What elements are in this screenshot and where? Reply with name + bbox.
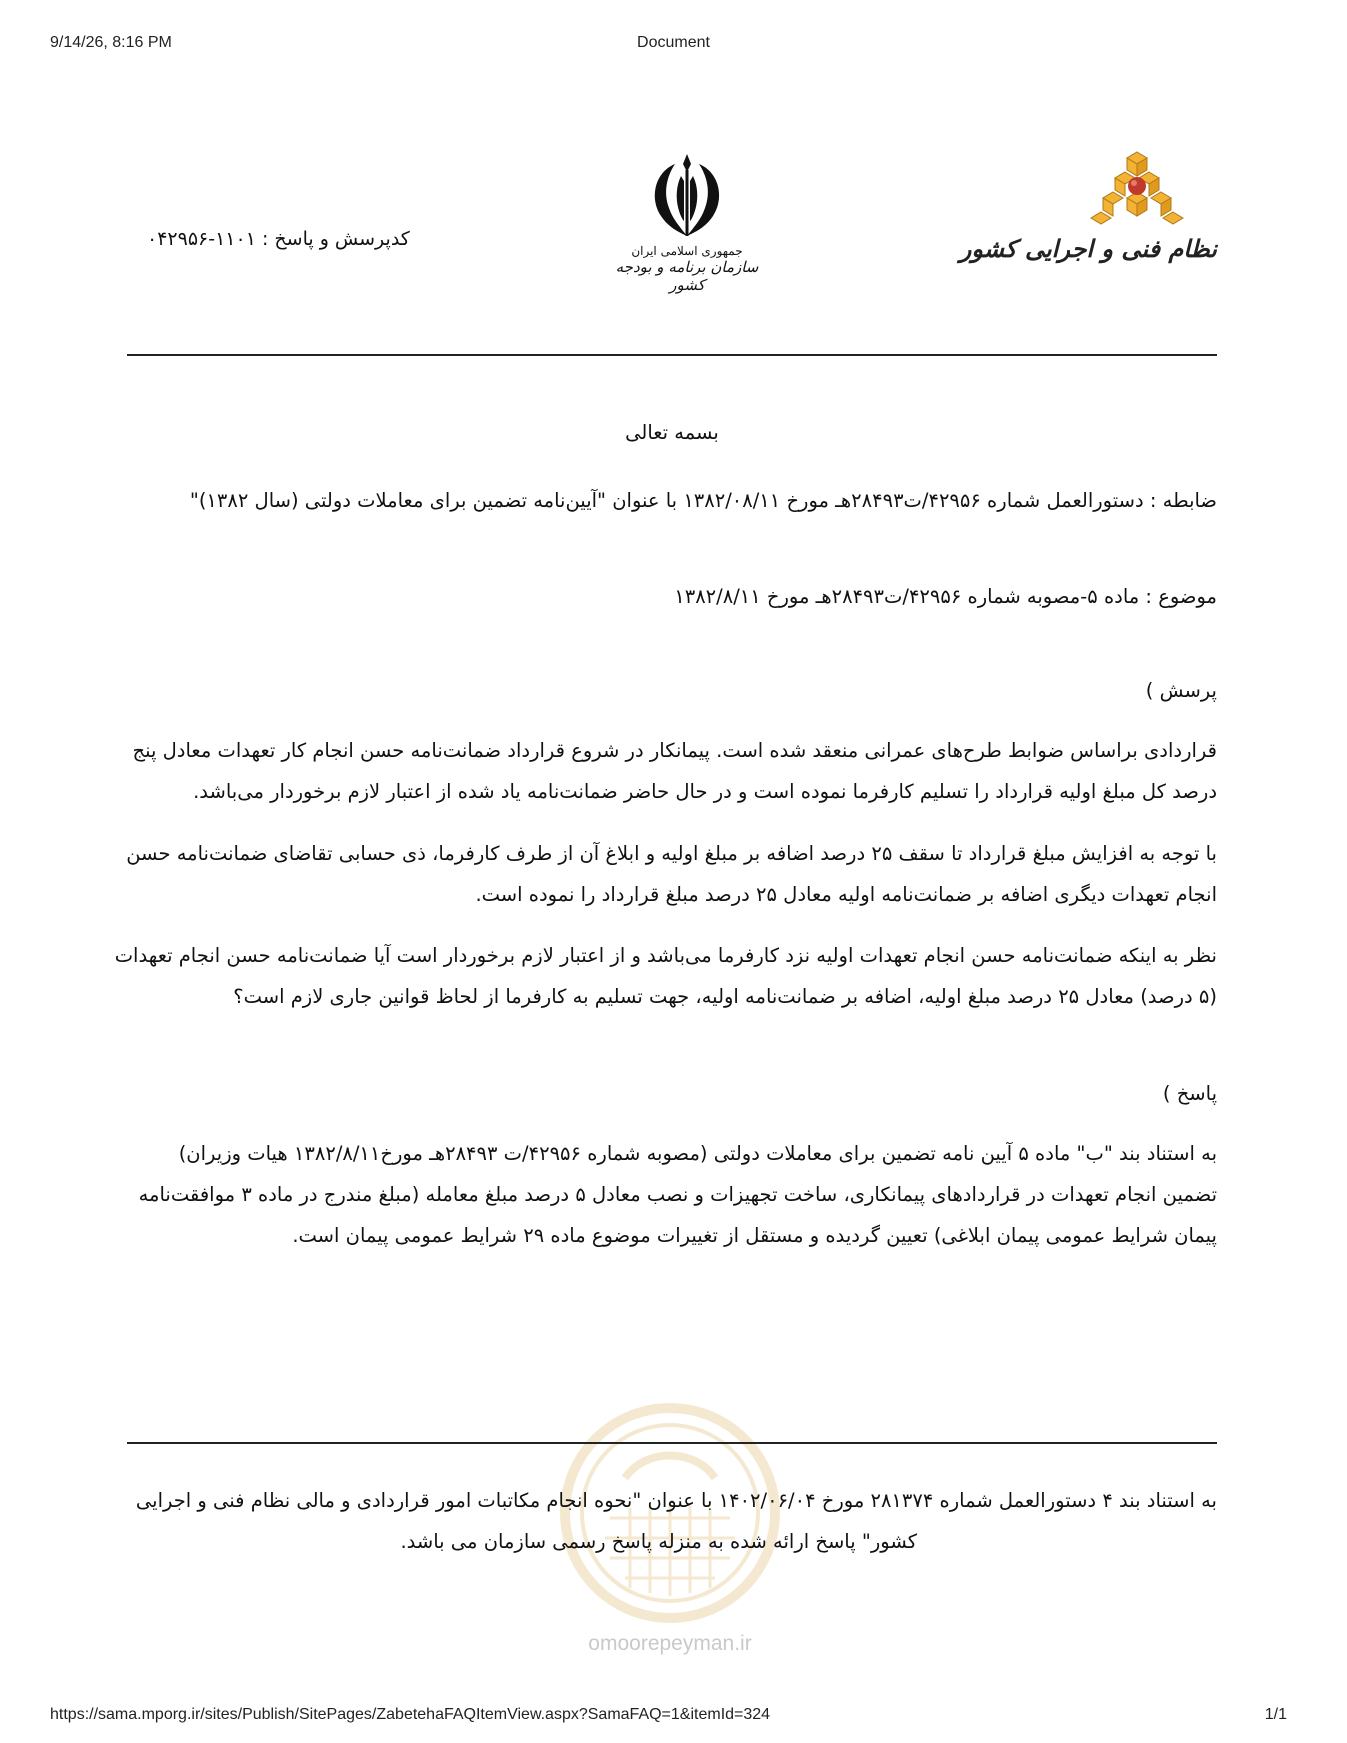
watermark-url: omoorepeyman.ir (588, 1632, 752, 1655)
letterhead (127, 150, 1217, 330)
print-page-number: 1/1 (1264, 1706, 1287, 1723)
cube-pyramid-icon (1085, 150, 1189, 230)
iran-emblem (597, 150, 777, 294)
iran-emblem-icon (637, 150, 737, 242)
brand-logo (959, 150, 1217, 263)
subject-line: موضوع : ماده ۵-مصوبه شماره ۴۲۹۵۶/ت۲۸۴۹۳هـ مورخ ۱۳۸۲/۸/۱۱ (674, 585, 1217, 608)
question-paragraph-3 (114, 935, 1217, 1017)
question-p3-line1: نظر به اینکه ضمانت‌نامه حسن انجام تعهدات اولیه نزد کارفرما می‌باشد و از اعتبار لازم برخوردار است آیا ضمانت‌نامه حسن انجام تعهدات (114, 944, 1217, 967)
footer-note (127, 1480, 1217, 1562)
question-heading: پرسش ) (1145, 679, 1217, 702)
question-paragraph-2 (127, 833, 1217, 915)
answer-line1: به استناد بند "ب" ماده ۵ آیین نامه تضمین برای معاملات دولتی (مصوبه شماره ۴۲۹۵۶/ت ۲۸۴۹۳هـ مورخ۱۳۸۲/۸/۱۱ هیات وزیران) (178, 1142, 1217, 1165)
question-paragraph-1 (127, 730, 1217, 812)
print-url: https://sama.mporg.ir/sites/Publish/SitePages/ZabetehaFAQItemView.aspx?SamaFAQ=1&itemId=324 (50, 1706, 771, 1723)
question-p1-line1: قراردادی براساس ضوابط طرح‌های عمرانی منعقد شده است. پیمانکار در شروع قرارداد ضمانت‌نامه حسن انجام کار تعهدات معادل پنج (132, 739, 1217, 762)
brand-name: نظام فنی و اجرایی کشور (959, 234, 1217, 263)
question-p1-line2: درصد کل مبلغ اولیه قرارداد را تسلیم کارفرما نموده است و در حال حاضر ضمانت‌نامه یاد شده از اعتبار لازم برخوردار می‌باشد. (193, 780, 1217, 803)
print-datetime: 9/14/26, 8:16 PM (50, 34, 172, 51)
footer-note-line2: کشور" پاسخ ارائه شده به منزله پاسخ رسمی سازمان می باشد. (400, 1530, 917, 1553)
answer-paragraph (127, 1133, 1217, 1256)
answer-line2: تضمین انجام تعهدات در قراردادهای پیمانکاری، ساخت تجهیزات و نصب معادل ۵ درصد مبلغ معامله (مبلغ مندرج در ماده ۳ موافقت‌نامه (138, 1183, 1217, 1206)
footer-divider (127, 1442, 1217, 1444)
footer-note-line1: به استناد بند ۴ دستورالعمل شماره ۲۸۱۳۷۴ مورخ ۱۴۰۲/۰۶/۰۴ با عنوان "نحوه انجام مکاتبات امور قراردادی و مالی نظام فنی و اجرایی (135, 1489, 1217, 1512)
question-p2-line1: با توجه به افزایش مبلغ قرارداد تا سقف ۲۵ درصد اضافه بر مبلغ اولیه و ابلاغ آن از طرف کارفرما، ذی حسابی تقاضای ضمانت‌نامه حسن (126, 842, 1217, 865)
print-title: Document (637, 34, 710, 51)
question-p3-line2: (۵ درصد) معادل ۲۵ درصد مبلغ اولیه، اضافه بر ضمانت‌نامه اولیه، جهت تسلیم به کارفرما از لحاظ قوانین جاری لازم است؟ (233, 985, 1217, 1008)
answer-heading: پاسخ ) (1162, 1082, 1217, 1105)
answer-line3: پیمان شرایط عمومی پیمان ابلاغی) تعیین گردیده و مستقل از تغییرات موضوع ماده ۲۹ شرایط عمومی پیمان است. (292, 1224, 1217, 1247)
qa-code: کدپرسش و پاسخ : ۱۱۰۱-۰۴۲۹۵۶ (147, 228, 410, 250)
header-divider (127, 354, 1217, 356)
rule-line: ضابطه : دستورالعمل شماره ۴۲۹۵۶/ت۲۸۴۹۳هـ مورخ ۱۳۸۲/۰۸/۱۱ با عنوان "آیین‌نامه تضمین برای معاملات دولتی (سال ۱۳۸۲)" (189, 489, 1217, 512)
question-p2-line2: انجام تعهدات دیگری اضافه بر ضمانت‌نامه اولیه معادل ۲۵ درصد مبلغ قرارداد را نموده است. (475, 883, 1217, 906)
emblem-line1: جمهوری اسلامی ایران (631, 244, 743, 258)
emblem-line2: سازمان برنامه و بودجه کشور (615, 258, 759, 294)
salutation: بسمه تعالی (625, 421, 719, 444)
